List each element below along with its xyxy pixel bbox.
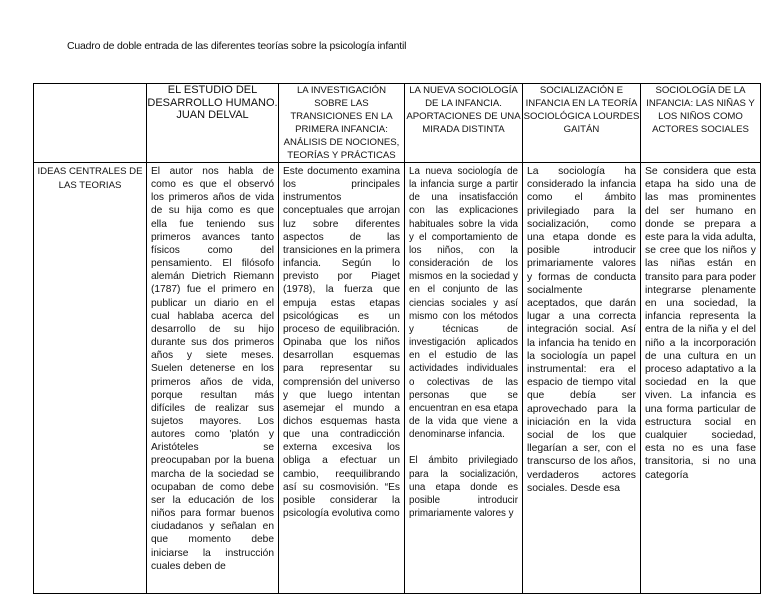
document-title: Cuadro de doble entrada de las diferentes teorías sobre la psicología infantil xyxy=(67,40,407,52)
cell-nueva-sociologia: La nueva sociología de la infancia surge a partir de una insatisfacción con las explicaciones habituales sobre la vida y el comportamiento de los niños, con la consideración de los mismos en la sociedad y en el conjunto de las ciencias sociales y así mismo con los métodos y técnicas de investigación aplicados en el estudio de las actividades individuales o colectivas de las personas que se encuentran en esa etapa de la vida que viene a denominarse infancia. El ámbito privilegiado para la socialización, una etapa donde es posible introducir primariamente valores y xyxy=(405,163,523,594)
header-delval: EL ESTUDIO DEL DESARROLLO HUMANO. JUAN DELVAL xyxy=(147,84,279,163)
cell-gaitan: La sociología ha considerado la infancia como el ámbito privilegiado para la socialización, como una etapa donde es posible introducir primariamente valores y formas de conducta socialmente aceptados, que darán lugar a una correcta integración social. Así la infancia ha tenido en la sociología un papel instrumental: era el espacio de tiempo vital que debía ser aprovechado para la iniciación en la vida social de los que llegarían a ser, con el transcurso de los años, verdaderos actores sociales. Desde esa xyxy=(523,163,641,594)
table-header-row xyxy=(34,84,761,163)
row-label: IDEAS CENTRALES DE LAS TEORIAS xyxy=(34,163,147,594)
header-nueva-sociologia: LA NUEVA SOCIOLOGÍA DE LA INFANCIA. APORTACIONES DE UNA MIRADA DISTINTA xyxy=(405,84,523,163)
table-row xyxy=(34,163,761,594)
corner-cell xyxy=(34,84,147,163)
header-actores-sociales: SOCIOLOGÍA DE LA INFANCIA: LAS NIÑAS Y LOS NIÑOS COMO ACTORES SOCIALES xyxy=(641,84,761,163)
header-transiciones: LA INVESTIGACIÓN SOBRE LAS TRANSICIONES EN LA PRIMERA INFANCIA: ANÁLISIS DE NOCIONES, TEORÍAS Y PRÁCTICAS xyxy=(279,84,405,163)
cell-transiciones: Este documento examina los principales instrumentos conceptuales que arrojan luz sobre diferentes aspectos de las transiciones en la primera infancia. Según lo previsto por Piaget (1978), la fuerza que empuja estas etapas psicológicas es un proceso de equilibración. Opinaba que los niños desarrollan esquemas para representar su comprensión del universo y que luego intentan asemejar el mundo a dichos esquemas hasta que una contradicción externa excesiva los obliga a efectuar un cambio, reequilibrando así su cosmovisión. “Es posible considerar la psicología evolutiva como xyxy=(279,163,405,594)
cell-delval: El autor nos habla de como es que el observó los primeros años de vida de su hija como es que ella fue teniendo sus primeros avances tanto físicos como del pensamiento. El filósofo alemán Dietrich Riemann (1787) fue el primero en publicar un diario en el cual hablaba acerca del desarrollo de su hijo durante sus dos primeros años y siete meses. Suelen detenerse en los primeros años de vida, porque resultan más difíciles de realizar sus sujetos mayores. Los autores como 'platón y Aristóteles se preocupaban por la buena marcha de la sociedad se ocupaban de como debe ser la educación de los niños para formar buenos ciudadanos y señalan en que momento debe iniciarse la instrucción cuales deben de xyxy=(147,163,279,594)
double-entry-table xyxy=(33,83,761,594)
cell-actores-sociales: Se considera que esta etapa ha sido una de las mas prominentes del ser humano en donde se prepara a este para la vida adulta, se cree que los niños y las niñas están en transito para para poder integrarse plenamente en una sociedad, la infancia representa la entra de la niña y el del niño a la incorporación de una cultura en un proceso adaptativo a la sociedad en la que viven. La infancia es una forma particular de estructura social en cualquier sociedad, esta no es una fase transitoria, si no una categoría xyxy=(641,163,761,594)
header-gaitan: SOCIALIZACIÓN E INFANCIA EN LA TEORÍA SOCIOLÓGICA LOURDES GAITÁN xyxy=(523,84,641,163)
